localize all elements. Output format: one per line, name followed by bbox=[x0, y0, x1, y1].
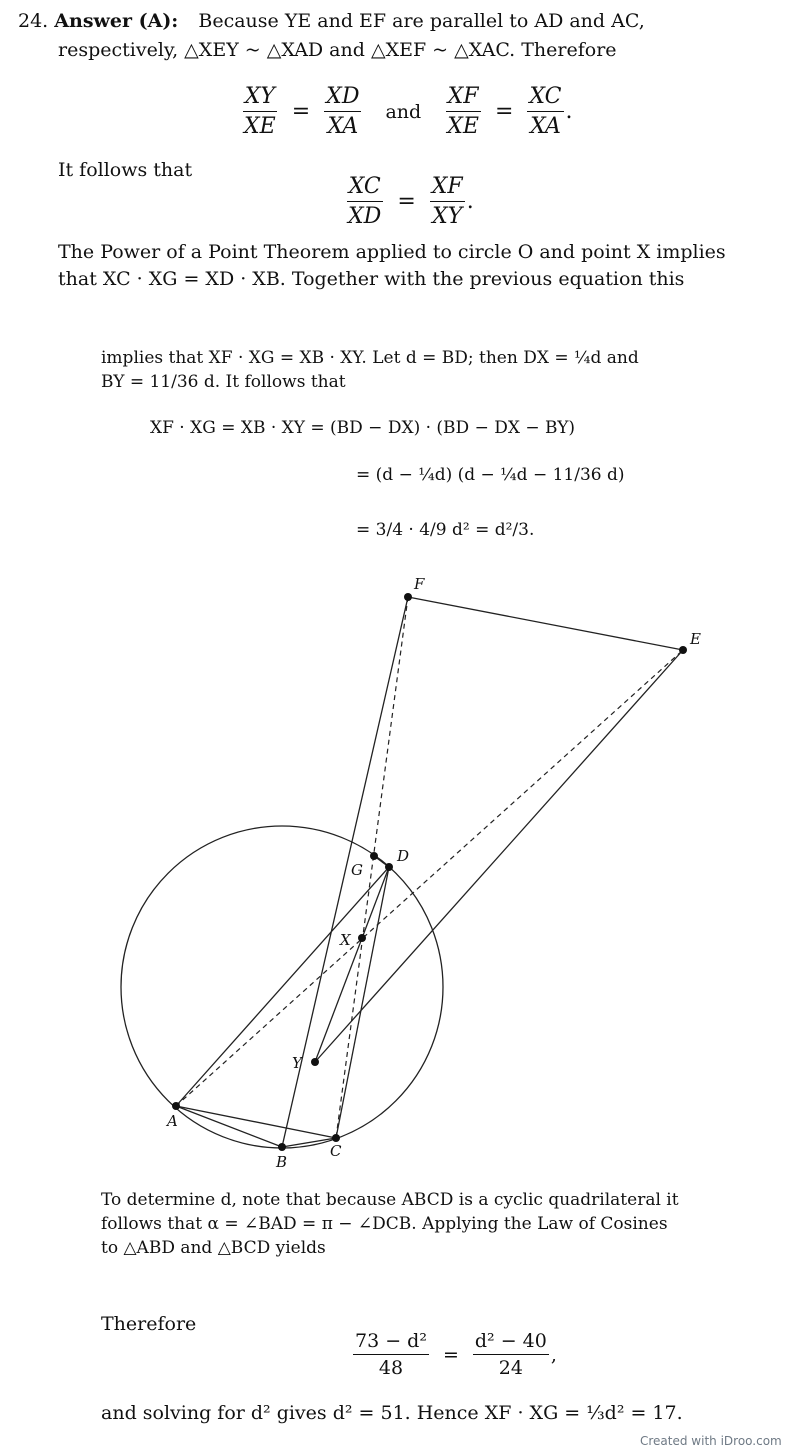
segment-ad bbox=[176, 867, 389, 1106]
eq1-c-num: XF bbox=[446, 84, 481, 112]
paragraph-4-line-3: to △ABD and △BCD yields bbox=[101, 1238, 326, 1258]
segment-ab bbox=[176, 1106, 282, 1147]
point-b bbox=[278, 1143, 286, 1151]
paragraph-4-line-1: To determine d, note that because ABCD is a cyclic quadrilateral it bbox=[101, 1190, 679, 1210]
final-sentence: and solving for d² gives d² = 51. Hence XF · XG = ⅓d² = 17. bbox=[101, 1402, 683, 1424]
eq4-a-den: 48 bbox=[378, 1357, 404, 1379]
point-g bbox=[370, 852, 378, 860]
point-y bbox=[311, 1058, 319, 1066]
eq2-b-num: XF bbox=[430, 174, 465, 202]
equation-1: $\frac{XY}{XE}$ = $\frac{XD}{XA}$ and $\frac{XF}{XE}$ = $\frac{XC}{XA}$ . bbox=[244, 84, 573, 139]
eq1-end: . bbox=[565, 99, 573, 124]
segment-fe bbox=[408, 597, 683, 650]
equation-3-line-2: = (d − ¼d) (d − ¼d − 11/36 d) bbox=[356, 465, 625, 485]
point-f bbox=[404, 593, 412, 601]
label-e: E bbox=[690, 630, 701, 648]
label-y: Y bbox=[292, 1054, 302, 1072]
point-d bbox=[385, 863, 393, 871]
paragraph-2-line-2: that XC · XG = XD · XB. Together with the previous equation this bbox=[58, 268, 685, 290]
watermark-text: Created with iDroo.com bbox=[640, 1434, 782, 1448]
eq2-b-den: XY bbox=[432, 204, 463, 229]
label-g: G bbox=[351, 861, 363, 879]
eq1-c-den: XE bbox=[447, 114, 479, 139]
point-x bbox=[358, 934, 366, 942]
eq1-a-num: XY bbox=[243, 84, 277, 112]
therefore-text: Therefore bbox=[101, 1313, 197, 1335]
equation-4: $\frac{\text{73 − d²}}{48}$ = $\frac{\text{d² − 40}}{24}$ , bbox=[355, 1330, 557, 1379]
eq4-b-den: 24 bbox=[498, 1357, 523, 1379]
eq1-d-num: XC bbox=[527, 84, 563, 112]
eq2-end: . bbox=[466, 189, 474, 214]
paragraph-1-line-1: Because YE and EF are parallel to AD and AC, bbox=[198, 10, 645, 32]
segment-ac bbox=[176, 1106, 336, 1138]
label-x: X bbox=[340, 931, 351, 949]
follows-text: It follows that bbox=[58, 159, 193, 181]
eq2-a-num: XC bbox=[347, 174, 383, 202]
point-c bbox=[332, 1134, 340, 1142]
equation-3-line-1: XF · XG = XB · XY = (BD − DX) · (BD − DX − BY) bbox=[150, 418, 576, 438]
problem-number: 24. bbox=[18, 10, 49, 32]
eq1-and: and bbox=[385, 100, 422, 123]
equation-3-line-3: = 3/4 · 4/9 d² = d²/3. bbox=[356, 520, 535, 540]
eq1-a-den: XE bbox=[244, 114, 276, 139]
point-a bbox=[172, 1102, 180, 1110]
dashed-fc bbox=[336, 597, 408, 1138]
eq4-a-num: 73 − d² bbox=[353, 1330, 429, 1355]
equation-2: $\frac{XC}{XD}$ = $\frac{XF}{XY}$ . bbox=[348, 174, 474, 229]
label-b: B bbox=[276, 1153, 288, 1171]
label-f: F bbox=[414, 575, 425, 593]
eq2-a-den: XD bbox=[348, 204, 382, 229]
answer-heading: Answer (A): bbox=[54, 10, 179, 32]
dashed-ae bbox=[176, 650, 683, 1106]
eq4-b-num: d² − 40 bbox=[473, 1330, 549, 1355]
segment-dc bbox=[336, 867, 389, 1138]
label-c: C bbox=[330, 1142, 342, 1160]
paragraph-3-line-1: implies that XF · XG = XB · XY. Let d = BD; then DX = ¼d and bbox=[101, 348, 639, 368]
eq1-b-num: XD bbox=[324, 84, 361, 112]
eq4-end: , bbox=[550, 1343, 557, 1366]
paragraph-3-line-2: BY = 11/36 d. It follows that bbox=[101, 372, 346, 392]
eq1-d-den: XA bbox=[530, 114, 561, 139]
segment-yd bbox=[315, 867, 389, 1062]
paragraph-4-line-2: follows that α = ∠BAD = π − ∠DCB. Applying the Law of Cosines bbox=[101, 1214, 668, 1234]
label-a: A bbox=[167, 1112, 178, 1130]
paragraph-1-line-2: respectively, △XEY ~ △XAD and △XEF ~ △XAC. Therefore bbox=[58, 39, 617, 61]
eq1-b-den: XA bbox=[327, 114, 359, 139]
label-d: D bbox=[397, 847, 410, 865]
paragraph-2-line-1: The Power of a Point Theorem applied to circle O and point X implies bbox=[58, 241, 726, 263]
point-e bbox=[679, 646, 687, 654]
